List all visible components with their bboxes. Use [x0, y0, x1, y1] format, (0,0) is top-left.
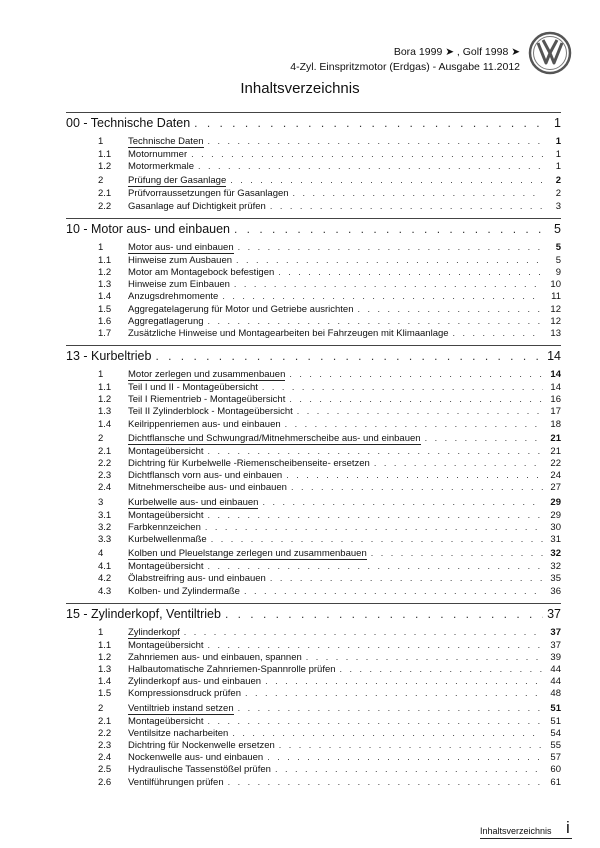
subsection-row[interactable]: [66, 328, 561, 340]
section-page: 32: [550, 548, 561, 560]
subsection-number: 1.1: [98, 382, 112, 394]
subsection-number: 1.1: [98, 254, 112, 266]
subsection-number: 1.7: [98, 327, 112, 339]
subsection-page: 37: [550, 639, 561, 651]
subsection-title: Zusätzliche Hinweise und Montagearbeiten bei Fahrzeugen mit Klimaanlage: [128, 327, 449, 339]
subsection-page: 16: [550, 394, 561, 406]
subsection-page: 14: [550, 382, 561, 394]
subsection-number: 1.3: [98, 406, 112, 418]
subsection-row[interactable]: [66, 458, 561, 470]
leader-dots: [234, 279, 543, 289]
subsection-page: 60: [550, 764, 561, 776]
subsection-page: 10: [550, 279, 561, 291]
subsection-row[interactable]: [66, 688, 561, 700]
subsection-page: 32: [550, 561, 561, 573]
chapter-page: 14: [547, 349, 561, 364]
subsection-row[interactable]: [66, 482, 561, 494]
leader-dots: [208, 716, 543, 726]
leader-dots: [286, 470, 543, 480]
subsection-row[interactable]: [66, 534, 561, 546]
section-title: Zylinderkopf: [128, 626, 180, 638]
leader-dots: [270, 573, 543, 583]
chapter-page: 5: [554, 221, 561, 236]
subsection-page: 44: [550, 664, 561, 676]
subsection-page: 17: [550, 406, 561, 418]
header-vehicle-line: Bora 1999 ➤ , Golf 1998 ➤: [393, 46, 520, 58]
leader-dots: [234, 222, 543, 236]
subsection-page: 3: [555, 200, 561, 212]
subsection-number: 3.1: [98, 509, 112, 521]
leader-dots: [374, 458, 543, 468]
leader-dots: [238, 703, 543, 713]
subsection-number: 1.2: [98, 394, 112, 406]
header-engine-line: 4-Zyl. Einspritzmotor (Erdgas) - Ausgabe 11.2012: [290, 61, 520, 73]
section-number: 1: [98, 369, 104, 381]
leader-dots: [208, 640, 543, 650]
leader-dots: [278, 267, 543, 277]
subsection-title: Kompressionsdruck prüfen: [128, 688, 241, 700]
subsection-page: 2: [555, 188, 561, 200]
leader-dots: [244, 586, 543, 596]
section-page: 5: [555, 241, 561, 253]
section-number: 3: [98, 496, 104, 508]
leader-dots: [265, 676, 543, 686]
leader-dots: [155, 349, 543, 363]
section-number: 2: [98, 175, 104, 187]
chapter-title: 00 - Technische Daten: [66, 116, 191, 130]
leader-dots: [289, 394, 543, 404]
subsection-page: 9: [555, 266, 561, 278]
subsection-row[interactable]: [66, 382, 561, 394]
leader-dots: [198, 161, 543, 171]
subsection-title: Hydraulische Tassenstößel prüfen: [128, 764, 271, 776]
subsection-page: 21: [550, 445, 561, 457]
leader-dots: [208, 561, 543, 571]
subsection-page: 18: [550, 418, 561, 430]
subsection-number: 2.1: [98, 188, 112, 200]
subsection-page: 13: [550, 327, 561, 339]
section-page: 37: [550, 626, 561, 638]
subsection-title: Ventilsitze nacharbeiten: [128, 727, 229, 739]
leader-dots: [205, 522, 543, 532]
subsection-page: 48: [550, 688, 561, 700]
subsection-title: Anzugsdrehmomente: [128, 291, 219, 303]
subsection-title: Dichtring für Kurbelwelle -Riemenscheibenseite- ersetzen: [128, 458, 370, 469]
subsection-page: 29: [550, 509, 561, 521]
subsection-number: 2.3: [98, 470, 112, 482]
subsection-title: Montageübersicht: [128, 509, 204, 521]
leader-dots: [225, 607, 543, 621]
subsection-title: Dichtring für Nockenwelle ersetzen: [128, 740, 275, 751]
leader-dots: [245, 688, 543, 698]
leader-dots: [306, 652, 543, 662]
subsection-row[interactable]: [66, 161, 561, 173]
subsection-page: 57: [550, 752, 561, 764]
subsection-number: 3.2: [98, 521, 112, 533]
subsection-title: Zahnriemen aus- und einbauen, spannen: [128, 651, 302, 663]
section-number: 2: [98, 702, 104, 714]
leader-dots: [228, 777, 543, 787]
leader-dots: [279, 740, 543, 750]
subsection-page: 51: [550, 715, 561, 727]
subsection-title: Teil I Riementrieb - Montageübersicht: [128, 394, 286, 406]
leader-dots: [358, 304, 544, 314]
section-number: 1: [98, 136, 104, 147]
subsection-page: 1: [555, 161, 561, 173]
subsection-page: 31: [550, 533, 561, 545]
leader-dots: [208, 446, 543, 456]
subsection-number: 2.5: [98, 764, 112, 776]
section-row[interactable]: [66, 136, 561, 149]
leader-dots: [291, 482, 543, 492]
subsection-row[interactable]: [66, 676, 561, 688]
leader-dots: [275, 764, 543, 774]
subsection-page: 27: [550, 482, 561, 494]
subsection-page: 54: [550, 727, 561, 739]
subsection-title: Aggregatelagerung für Motor und Getriebe ausrichten: [128, 303, 354, 315]
leader-dots: [297, 406, 543, 416]
subsection-row[interactable]: [66, 267, 561, 279]
subsection-number: 4.2: [98, 573, 112, 585]
leader-dots: [191, 149, 543, 159]
subsection-title: Zylinderkopf aus- und einbauen: [128, 676, 262, 688]
subsection-row[interactable]: [66, 394, 561, 406]
subsection-row[interactable]: [66, 561, 561, 573]
subsection-row[interactable]: [66, 764, 561, 776]
section-number: 1: [98, 241, 104, 253]
subsection-number: 2.2: [98, 458, 112, 469]
subsection-title: Montageübersicht: [128, 561, 204, 573]
leader-dots: [267, 752, 543, 762]
section-title: Kolben und Pleuelstange zerlegen und zusammenbauen: [128, 548, 367, 560]
chapter-row[interactable]: [66, 345, 561, 367]
subsection-title: Motor am Montagebock befestigen: [128, 266, 275, 278]
section-row[interactable]: [66, 242, 561, 255]
table-of-contents: [66, 112, 561, 789]
subsection-number: 2.2: [98, 727, 112, 739]
subsection-title: Montageübersicht: [128, 639, 204, 651]
subsection-page: 39: [550, 651, 561, 663]
subsection-number: 1.5: [98, 303, 112, 315]
section-title: Kurbelwelle aus- und einbauen: [128, 496, 259, 508]
section-row[interactable]: [66, 369, 561, 382]
subsection-row[interactable]: [66, 419, 561, 431]
section-page: 21: [550, 432, 561, 444]
chapter-title: 15 - Zylinderkopf, Ventiltrieb: [66, 606, 221, 621]
chapter-row[interactable]: [66, 112, 561, 134]
subsection-number: 2.4: [98, 482, 112, 494]
subsection-page: 36: [550, 585, 561, 597]
subsection-title: Montageübersicht: [128, 715, 204, 727]
leader-dots: [238, 242, 543, 252]
subsection-number: 1.4: [98, 291, 112, 303]
subsection-number: 4.1: [98, 561, 112, 573]
subsection-row[interactable]: [66, 291, 561, 303]
subsection-title: Ölabstreifring aus- und einbauen: [128, 573, 266, 585]
section-page: 29: [550, 496, 561, 508]
section-row[interactable]: [66, 497, 561, 510]
subsection-title: Prüfvorraussetzungen für Gasanlagen: [128, 188, 289, 200]
subsection-row[interactable]: [66, 446, 561, 458]
chapter-row[interactable]: [66, 603, 561, 625]
subsection-title: Farbkennzeichen: [128, 521, 201, 533]
section-title: Ventiltrieb instand setzen: [128, 702, 234, 714]
subsection-row[interactable]: [66, 522, 561, 534]
leader-dots: [236, 255, 543, 265]
section-page: 1: [555, 136, 561, 147]
subsection-page: 55: [550, 740, 561, 751]
leader-dots: [211, 534, 543, 544]
subsection-row[interactable]: [66, 149, 561, 161]
subsection-row[interactable]: [66, 573, 561, 585]
subsection-row[interactable]: [66, 652, 561, 664]
subsection-number: 3.3: [98, 533, 112, 545]
subsection-row[interactable]: [66, 640, 561, 652]
subsection-title: Hinweise zum Ausbauen: [128, 254, 233, 266]
section-row[interactable]: [66, 703, 561, 716]
subsection-number: 2.3: [98, 740, 112, 751]
subsection-title: Ventilführungen prüfen: [128, 776, 224, 788]
subsection-title: Aggregatlagerung: [128, 315, 204, 327]
subsection-number: 1.1: [98, 149, 112, 160]
subsection-number: 1.1: [98, 639, 112, 651]
section-title: Motor zerlegen und zusammenbauen: [128, 369, 286, 381]
subsection-row[interactable]: [66, 510, 561, 522]
section-title: Dichtflansche und Schwungrad/Mitnehmerscheibe aus- und einbauen: [128, 432, 421, 444]
subsection-number: 2.2: [98, 200, 112, 212]
leader-dots: [184, 627, 543, 637]
section-page: 14: [550, 369, 561, 381]
leader-dots: [262, 382, 543, 392]
vw-logo-icon: [528, 31, 572, 75]
section-title: Prüfung der Gasanlage: [128, 175, 227, 187]
page-header: [0, 0, 600, 80]
footer-divider: [480, 838, 572, 839]
leader-dots: [208, 510, 543, 520]
subsection-title: Hinweise zum Einbauen: [128, 279, 230, 291]
section-number: 2: [98, 432, 104, 444]
footer-label: Inhaltsverzeichnis: [480, 826, 552, 836]
subsection-page: 11: [551, 291, 561, 303]
footer-page-number: i: [566, 818, 570, 837]
subsection-title: Teil II Zylinderblock - Montageübersicht: [128, 406, 293, 418]
section-row[interactable]: [66, 548, 561, 561]
subsection-row[interactable]: [66, 716, 561, 728]
leader-dots: [285, 419, 543, 429]
subsection-row[interactable]: [66, 255, 561, 267]
subsection-row[interactable]: [66, 188, 561, 200]
subsection-page: 24: [550, 470, 561, 482]
subsection-title: Keilrippenriemen aus- und einbauen: [128, 418, 281, 430]
subsection-row[interactable]: [66, 664, 561, 676]
subsection-number: 2.1: [98, 445, 112, 457]
subsection-title: Nockenwelle aus- und einbauen: [128, 752, 264, 764]
section-page: 2: [555, 175, 561, 187]
subsection-page: 35: [550, 573, 561, 585]
leader-dots: [371, 548, 543, 558]
section-row[interactable]: [66, 175, 561, 188]
subsection-number: 2.4: [98, 752, 112, 764]
section-row[interactable]: [66, 627, 561, 640]
chapter-title: 10 - Motor aus- und einbauen: [66, 221, 230, 236]
section-title: Technische Daten: [128, 136, 204, 147]
section-page: 51: [550, 702, 561, 714]
chapter-page: 37: [547, 606, 561, 621]
leader-dots: [270, 201, 543, 211]
subsection-number: 1.5: [98, 688, 112, 700]
subsection-title: Motormerkmale: [128, 161, 194, 173]
section-row[interactable]: [66, 433, 561, 446]
chapter-page: 1: [554, 116, 561, 130]
subsection-title: Dichtflansch vorn aus- und einbauen: [128, 470, 283, 482]
subsection-number: 2.1: [98, 715, 112, 727]
section-number: 4: [98, 548, 104, 560]
subsection-row[interactable]: [66, 586, 561, 598]
page-title: Inhaltsverzeichnis: [240, 80, 360, 97]
subsection-number: 1.3: [98, 279, 112, 291]
subsection-title: Kolben- und Zylindermaße: [128, 585, 240, 597]
leader-dots: [289, 369, 543, 379]
subsection-row[interactable]: [66, 279, 561, 291]
subsection-row[interactable]: [66, 728, 561, 740]
leader-dots: [453, 328, 543, 338]
subsection-number: 1.4: [98, 676, 112, 688]
subsection-title: Kurbelwellenmaße: [128, 533, 207, 545]
leader-dots: [230, 175, 543, 185]
leader-dots: [232, 728, 543, 738]
subsection-title: Motornummer: [128, 149, 188, 160]
subsection-title: Montageübersicht: [128, 445, 204, 457]
subsection-number: 1.2: [98, 266, 112, 278]
subsection-row[interactable]: [66, 777, 561, 789]
subsection-title: Mitnehmerscheibe aus- und einbauen: [128, 482, 287, 494]
subsection-page: 12: [550, 303, 561, 315]
subsection-row[interactable]: [66, 316, 561, 328]
subsection-page: 30: [550, 521, 561, 533]
subsection-title: Halbautomatische Zahnriemen-Spannrolle prüfen: [128, 664, 336, 676]
subsection-row[interactable]: [66, 470, 561, 482]
leader-dots: [208, 136, 543, 146]
subsection-number: 2.6: [98, 776, 112, 788]
subsection-page: 12: [550, 315, 561, 327]
subsection-number: 1.4: [98, 418, 112, 430]
chapter-title: 13 - Kurbeltrieb: [66, 349, 152, 364]
subsection-row[interactable]: [66, 752, 561, 764]
subsection-number: 4.3: [98, 585, 112, 597]
subsection-page: 61: [550, 776, 561, 788]
subsection-row[interactable]: [66, 304, 561, 316]
leader-dots: [194, 116, 543, 130]
subsection-page: 1: [555, 149, 561, 160]
chapter-row[interactable]: [66, 218, 561, 240]
subsection-title: Gasanlage auf Dichtigkeit prüfen: [128, 200, 266, 212]
subsection-title: Teil I und II - Montageübersicht: [128, 382, 258, 394]
section-number: 1: [98, 626, 104, 638]
leader-dots: [262, 497, 543, 507]
subsection-number: 1.2: [98, 161, 112, 173]
subsection-number: 1.3: [98, 664, 112, 676]
leader-dots: [425, 433, 543, 443]
leader-dots: [222, 291, 543, 301]
section-title: Motor aus- und einbauen: [128, 241, 234, 253]
subsection-page: 44: [550, 676, 561, 688]
subsection-number: 1.6: [98, 315, 112, 327]
subsection-row[interactable]: [66, 740, 561, 752]
subsection-number: 1.2: [98, 651, 112, 663]
subsection-row[interactable]: [66, 201, 561, 213]
subsection-page: 5: [555, 254, 561, 266]
leader-dots: [340, 664, 543, 674]
subsection-row[interactable]: [66, 406, 561, 418]
subsection-page: 22: [550, 458, 561, 469]
leader-dots: [208, 316, 543, 326]
leader-dots: [293, 188, 543, 198]
